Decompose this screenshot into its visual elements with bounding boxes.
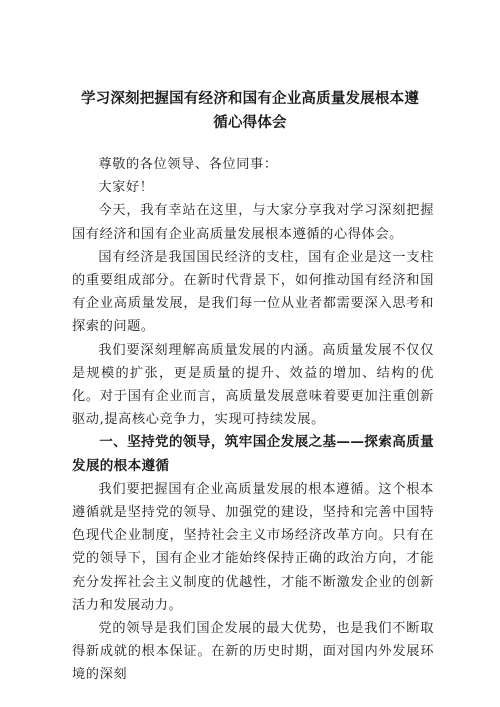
greeting: 大家好！ — [98, 180, 154, 196]
title-line-2: 循心得体会 — [213, 115, 287, 131]
paragraph: 今天，我有幸站在这里，与大家分享我对学习深刻把握国有经济和国有企业高质量发展根本遵循的心得体会。 — [72, 203, 434, 242]
document-title — [40, 87, 460, 135]
salutation: 尊敬的各位领导、各位同事： — [98, 157, 278, 172]
document-body — [72, 153, 434, 687]
paragraph: 国有经济是我国国民经济的支柱，国有企业是这一支柱的重要组成部分。在新时代背景下，如何推动国有经济和国有企业高质量发展，是我们每一位从业者都需要深入思考和探索的问题。 — [72, 249, 434, 335]
paragraph: 党的领导是我们国企发展的最大优势，也是我们不断取得新成就的根本保证。在新的历史时期，面对国内外发展环境的深刻 — [72, 621, 434, 683]
paragraph: 我们要把握国有企业高质量发展的根本遵循。这个根本遵循就是坚持党的领导、加强党的建设，坚持和完善中国特色现代企业制度，坚持社会主义市场经济改革方向。只有在党的领导下，国有企业才能始终保持正确的政治方向，才能充分发挥社会主义制度的优越性，才能不断激发企业的创新活力和发展动力。 — [72, 481, 434, 613]
paragraph: 我们要深刻理解高质量发展的内涵。高质量发展不仅仅是规模的扩张，更是质量的提升、效益的增加、结构的优化。对于国有企业而言，高质量发展意味着要更加注重创新驱动,提高核心竞争力，实现可持续发展。 — [72, 342, 434, 428]
title-line-1: 学习深刻把握国有经济和国有企业高质量发展根本遵 — [80, 91, 420, 107]
section-heading: 一、坚持党的领导，筑牢国企发展之基——探索高质量发展的根本遵循 — [72, 434, 434, 474]
